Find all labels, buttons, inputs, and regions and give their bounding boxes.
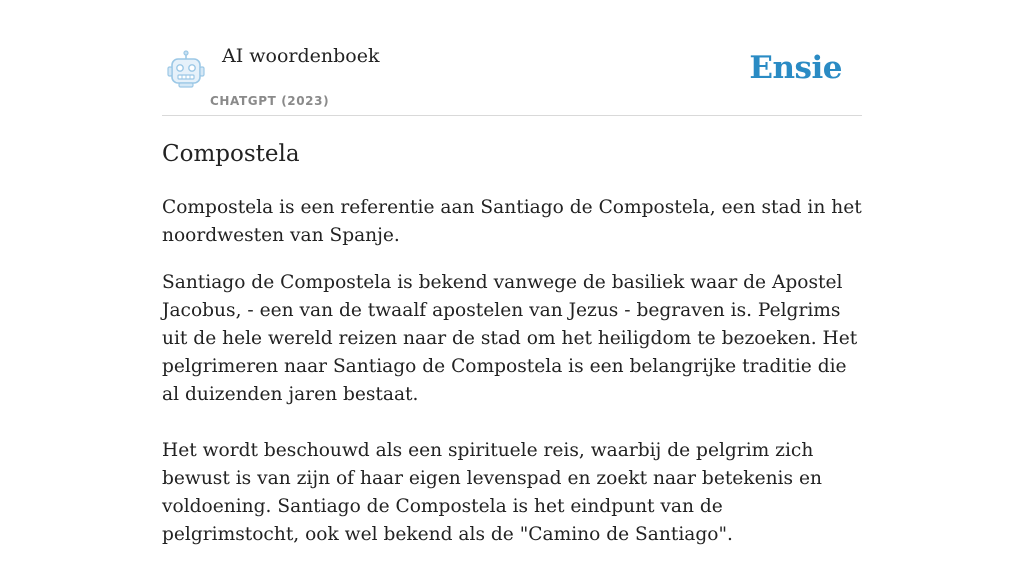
source-title[interactable]: AI woordenboek [222, 45, 380, 67]
paragraph: Santiago de Compostela is bekend vanwege de basiliek waar de Apostel Jacobus, - een van de twaalf apostelen van Jezus - begraven is. Pelgrims uit de hele wereld reizen naar de stad om het heiligdom te bezoeken. Het pelgrimeren naar Santiago de Compostela is een belangrijke traditie die al duizenden jaren bestaat. [162, 272, 858, 405]
brand-logo[interactable]: Ensie [749, 50, 842, 86]
header [162, 0, 862, 116]
source-meta: CHATGPT (2023) [210, 94, 330, 108]
robot-icon [166, 50, 206, 90]
article-title: Compostela [162, 141, 300, 167]
paragraph: Het wordt beschouwd als een spirituele reis, waarbij de pelgrim zich bewust is van zijn of haar eigen levenspad en zoekt naar betekenis en voldoening. Santiago de Compostela is het eindpunt van de pelgrimstocht, ook wel bekend als de "Camino de Santiago". [162, 440, 822, 545]
article [162, 138, 862, 568]
paragraph: Compostela is een referentie aan Santiago de Compostela, een stad in het noordwesten van Spanje. [162, 197, 862, 246]
